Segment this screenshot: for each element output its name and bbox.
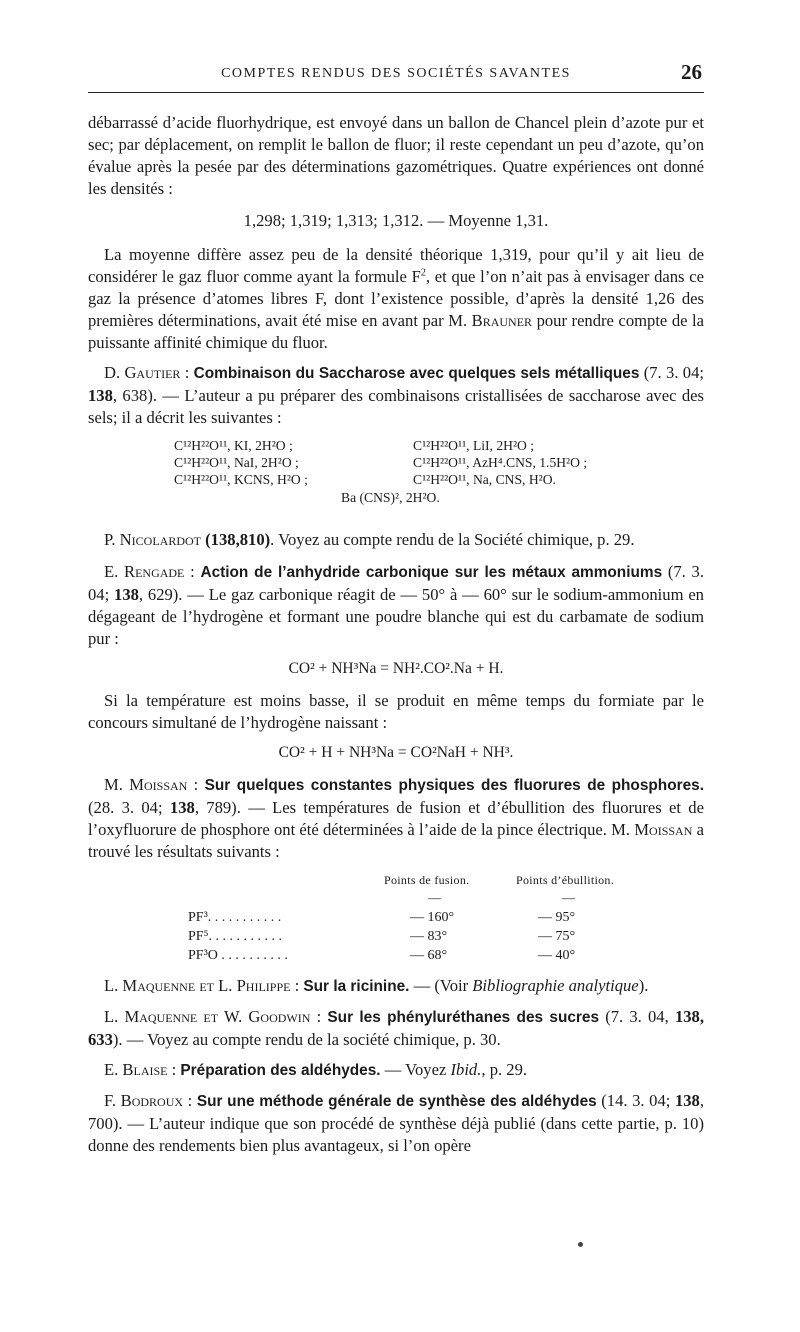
entry-ref: , 629). (138, 585, 183, 604)
entry-text: a trouvé les résultats suivants : (88, 820, 704, 861)
entry-title: Sur les phényluréthanes des sucres (327, 1009, 600, 1026)
paragraph-density-discussion (88, 244, 704, 354)
paragraph-formiate: Si la température est moins basse, il se produit en même temps du formiate par le concours simultané de l’hydrogène naissant : (88, 691, 704, 732)
header-rule (88, 92, 704, 93)
entry-ref: (7. 3. 04; (643, 363, 704, 382)
entry-author: E. Blaise (104, 1060, 168, 1079)
entry-author: L. Maquenne et L. Philippe (104, 976, 291, 995)
entry-volume: 138 (169, 798, 195, 817)
entry-author: E. Rengade (104, 562, 185, 581)
compound-cell: PF³. . . . . . . . . . . (188, 910, 282, 925)
entry-volume: 138 (674, 1091, 700, 1110)
entry-ref: (7. 3. 04, (599, 1007, 675, 1026)
entry-bodroux: F. Bodroux : Sur une méthode générale de synthèse des aldéhydes (14. 3. 04; 138, 700). — L’auteur indique que son procédé de synthèse déjà publié (dans cette partie, p. 10) donne des rendements bien plus avantageux, si l’on opère (88, 1091, 704, 1155)
ink-speck (578, 1242, 583, 1247)
compound-cell: PF³O . . . . . . . . . . (188, 948, 288, 963)
compound-cell: PF⁵. . . . . . . . . . . (188, 929, 282, 944)
entry-title: Action de l’anhydride carbonique sur les métaux ammoniums (200, 564, 663, 581)
entry-title: Préparation des aldéhydes. (180, 1062, 381, 1079)
formula: C¹²H²²O¹¹, KI, 2H²O ; (174, 438, 293, 453)
entry-text: — (Voir (409, 976, 473, 995)
entry-nicolardot (88, 529, 704, 551)
entry-ref: , 700). (88, 1091, 704, 1133)
entry-title: Sur quelques constantes physiques des fluorures de phosphores. (204, 777, 704, 794)
entry-ref: (14. 3. 04; (596, 1091, 675, 1110)
formula: Ba (CNS)², 2H²O. (341, 490, 440, 505)
formula: C¹²H²²O¹¹, KCNS, H²O ; (174, 472, 308, 487)
running-header (88, 62, 704, 92)
entry-author: M. Moissan (104, 775, 188, 794)
author-name: Moissan (634, 820, 693, 839)
formulas-left-column (174, 437, 308, 488)
entry-volume: (138,810) (205, 530, 271, 549)
formula: C¹²H²²O¹¹, AzH⁴.CNS, 1.5H²O ; (413, 455, 588, 470)
entry-title: Sur la ricinine. (303, 978, 410, 995)
entry-author: D. Gautier (104, 363, 181, 382)
entry-text: . Voyez au compte rendu de la Société chimique, p. 29. (270, 530, 635, 549)
fluoride-table (88, 869, 704, 967)
superscript: 2 (420, 267, 426, 279)
entry-title: Sur une méthode générale de synthèse des aldéhydes (196, 1093, 597, 1110)
entry-volume: 138 (114, 585, 139, 604)
entry-text: — Voyez (380, 1060, 451, 1079)
entry-italic: Ibid. (450, 1060, 482, 1079)
formula: C¹²H²²O¹¹, LiI, 2H²O ; (413, 438, 535, 453)
entry-moissan: M. Moissan : Sur quelques constantes physiques des fluorures de phosphores. (28. 3. 04; 138, 789). — Les températures de fusion et d’ébullition des fluorures et de l’oxyfluorure de phosphore ont été déterminées à l’aide de la pince électrique. M. Moissan a trouvé les résultats suivants : (88, 775, 704, 861)
entry-text: — Le gaz carbonique réagit de — 50° à — 60° sur le sodium-ammonium en dégageant de l’hydrogène et formant une poudre blanche qui est du carbamate de sodium pur : (88, 585, 704, 648)
entry-volume: 138 (88, 386, 113, 405)
entry-rengade: E. Rengade : Action de l’anhydride carbonique sur les métaux ammoniums (7. 3. 04; 138, 629). — Le gaz carbonique réagit de — 50° à — 60° sur le sodium-ammonium en dégageant de l’hydrogène et formant une poudre blanche qui est du carbamate de sodium pur : (88, 562, 704, 648)
formulas-right-column (413, 437, 587, 488)
entry-title: Combinaison du Saccharose avec quelques sels métalliques (193, 365, 640, 382)
entry-gautier: D. Gautier : Combinaison du Saccharose avec quelques sels métalliques (7. 3. 04; 138, 638). — L’auteur a pu préparer des combinaisons cristallisées de saccharose avec des sels; il a décrit les suivantes : (88, 363, 704, 427)
entry-text: — L’auteur a pu préparer des combinaisons cristallisées de saccharose avec des sels; il a décrit les suivantes : (88, 386, 704, 427)
entry-author: F. Bodroux (104, 1091, 184, 1110)
column-header-ebullition: Points d’ébullition. (516, 873, 615, 887)
entry-text: — Les températures de fusion et d’ébullition des fluorures et de l’oxyfluorure de phosphore ont été déterminées à l’aide de la pince électrique. M. (88, 798, 704, 839)
column-header-fusion: Points de fusion. (384, 873, 470, 887)
entry-ref: , 638). (112, 386, 157, 405)
entry-author: L. Maquenne et W. Goodwin (104, 1007, 311, 1026)
column-dash: — (562, 890, 575, 905)
entry-text: ). (638, 976, 649, 995)
ebullition-cell: — 40° (538, 948, 576, 963)
text-run: , et que l’on n’ait pas à envisager dans ce gaz la présence d’atomes libres F, dont l’existence possible, d’après la densité 1,26 des premières déterminations, avait été mise en avant par M. (88, 267, 704, 330)
ebullition-cell: — 75° (538, 929, 576, 944)
table-row (188, 945, 288, 967)
page-body (88, 112, 704, 1157)
formula-centered (341, 489, 440, 506)
ebullition-cell: — 95° (538, 910, 576, 925)
entry-ref: , 789). (194, 798, 241, 817)
equation-formiate: CO² + H + NH³Na = CO²NaH + NH³. (278, 744, 514, 761)
entry-ref: (28. 3. 04; (88, 798, 170, 817)
entry-author: P. Nicolardot (104, 530, 201, 549)
entry-maquenne-goodwin: L. Maquenne et W. Goodwin : Sur les phényluréthanes des sucres (7. 3. 04, 138, 633). — Voyez au compte rendu de la société chimique, p. 30. (88, 1007, 704, 1049)
density-values: 1,298; 1,319; 1,313; 1,312. — Moyenne 1,31. (243, 211, 549, 230)
fusion-cell: — 83° (410, 929, 448, 944)
formula: C¹²H²²O¹¹, NaI, 2H²O ; (174, 455, 299, 470)
entry-text: , p. 29. (481, 1060, 528, 1079)
entry-text: — L’auteur indique que son procédé de synthèse déjà publié (dans cette partie, p. 10) donne des rendements bien plus avantageux, si l’on opère (88, 1114, 704, 1155)
saccharose-formulas (88, 437, 704, 523)
entry-maquenne-philippe: L. Maquenne et L. Philippe : Sur la ricinine. — (Voir Bibliographie analytique). (104, 976, 649, 995)
text-run: La moyenne diffère assez peu de la densité théorique 1,319, pour qu’il y ait lieu de considérer le gaz fluor comme ayant la formule F (88, 245, 704, 286)
entry-text: — Voyez au compte rendu de la société chimique, p. 30. (122, 1030, 501, 1049)
column-dash: — (428, 890, 441, 905)
running-title: COMPTES RENDUS DES SOCIÉTÉS SAVANTES (221, 66, 571, 81)
author-name: Brauner (471, 311, 533, 330)
paragraph-fluor-continued: débarrassé d’acide fluorhydrique, est envoyé dans un ballon de Chancel plein d’azote pur et sec; par déplacement, on remplit le ballon de fluor; il reste cependant un peu d’azote, qu’on évalue après la pesée par des déterminations gazométriques. Quatre expériences ont donné les densités : (88, 113, 704, 198)
fusion-cell: — 68° (410, 948, 448, 963)
entry-blaise: E. Blaise : Préparation des aldéhydes. — Voyez Ibid., p. 29. (104, 1060, 528, 1079)
page-number: 26 (681, 60, 702, 84)
text-run: pour rendre compte de la puissante affinité chimique du fluor. (88, 311, 705, 352)
fusion-cell: — 160° (410, 910, 455, 925)
entry-volume: 138, 633 (88, 1007, 704, 1049)
entry-italic: Bibliographie analytique (472, 976, 639, 995)
entry-ref: (7. 3. 04; (88, 562, 704, 604)
entry-ref: ). (112, 1030, 123, 1049)
formula: C¹²H²²O¹¹, Na, CNS, H²O. (413, 472, 556, 487)
equation-carbamate: CO² + NH³Na = NH².CO².Na + H. (288, 660, 504, 677)
